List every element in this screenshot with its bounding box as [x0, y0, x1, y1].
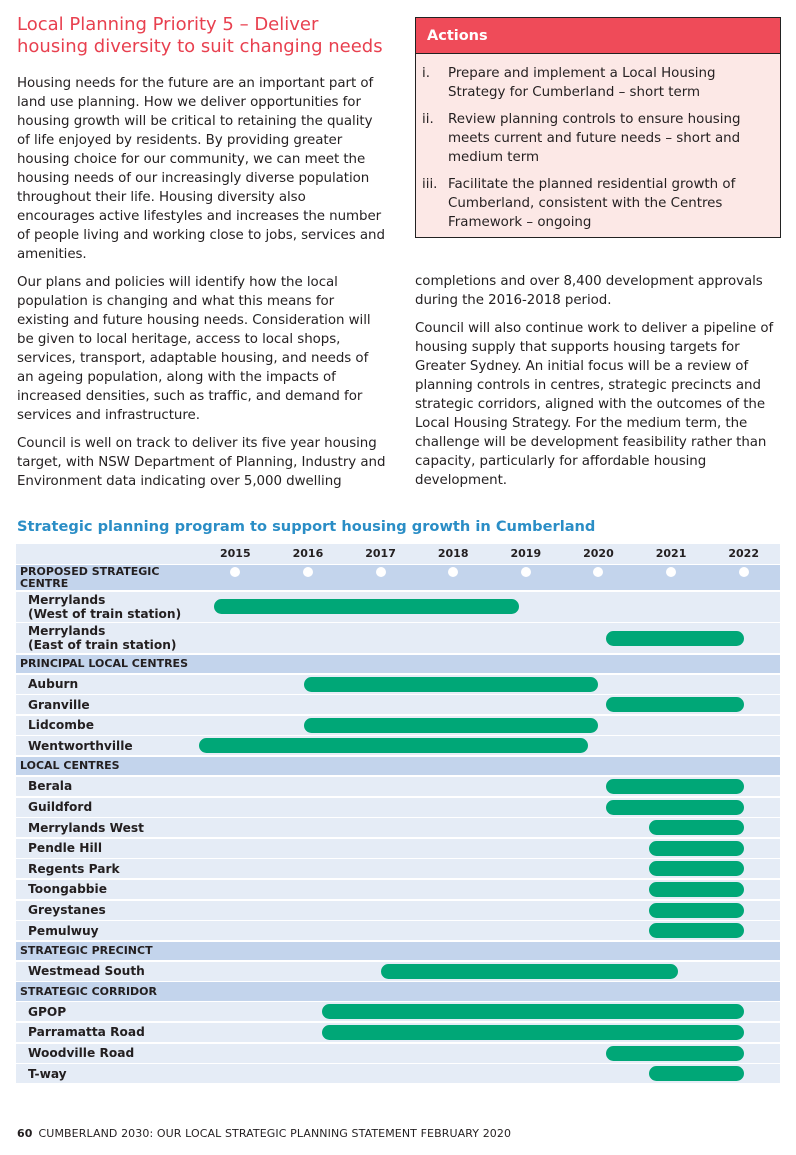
- timeline-bar: [649, 1066, 743, 1081]
- action-text: Facilitate the planned residential growth of Cumberland, consistent with the Centres Framework – ongoing: [448, 177, 736, 230]
- label-line: PRINCIPAL LOCAL CENTRES: [20, 656, 188, 670]
- body-paragraph: Council is well on track to deliver its five year housing target, with NSW Department of Planning, Industry and Environment data indicating over 5,000 dwelling: [17, 436, 386, 489]
- label-line: Regents Park: [28, 861, 120, 876]
- year-label: 2016: [292, 547, 324, 560]
- row-label: [28, 1005, 66, 1019]
- year-marker-dot: [666, 567, 676, 577]
- label-line: Merrylands West: [28, 820, 145, 835]
- year-marker-dot: [521, 567, 531, 577]
- label-line: (East of train station): [28, 638, 177, 652]
- label-line: Granville: [28, 697, 90, 712]
- body-paragraph: Housing needs for the future are an important part of land use planning. How we deliver opportunities for housing growth will be critical to retaining the quality of life enjoyed by residents. By providing greater housing choice for our community, we can meet the housing needs of our increasingly diverse population throughout their life. Housing diversity also encourages active lifestyles and increases the number of people living and working close to jobs, services and amenities.: [17, 76, 385, 262]
- timeline-bar: [304, 718, 598, 733]
- timeline-bar: [649, 923, 743, 938]
- row-label: [28, 841, 102, 855]
- label-line: Greystanes: [28, 903, 106, 918]
- year-marker-dot: [303, 567, 313, 577]
- year-label: 2020: [583, 547, 614, 560]
- category-label: [20, 986, 157, 998]
- action-item: [422, 110, 772, 167]
- label-line: Guildford: [28, 800, 93, 815]
- row-label: [28, 1025, 145, 1039]
- row-label: [28, 677, 78, 691]
- label-line: Berala: [28, 779, 73, 794]
- page-footer: [17, 1127, 511, 1141]
- priority-heading: [17, 14, 397, 58]
- row-label: [28, 924, 99, 938]
- category-label: [20, 566, 159, 590]
- row-label: [28, 1046, 134, 1060]
- year-label: 2018: [437, 547, 469, 560]
- category-label: [20, 945, 153, 957]
- timeline-bar: [606, 779, 744, 794]
- timeline-bar: [214, 599, 519, 614]
- action-number: ii.: [422, 112, 434, 127]
- timeline-bar: [322, 1004, 743, 1019]
- row-label: [28, 718, 94, 732]
- timeline-bar: [199, 738, 588, 753]
- heading-line-1: Local Planning Priority 5 – Deliver: [17, 14, 319, 35]
- label-line: Pemulwuy: [28, 923, 99, 938]
- label-line: Auburn: [28, 677, 79, 692]
- action-text: Prepare and implement a Local Housing Strategy for Cumberland – short term: [448, 66, 716, 100]
- category-row: [16, 757, 780, 776]
- category-label: [20, 658, 188, 670]
- action-text: Review planning controls to ensure housing meets current and future needs – short and medium term: [448, 112, 741, 165]
- year-marker-dot: [376, 567, 386, 577]
- timeline-bar: [649, 903, 743, 918]
- row-label: [28, 821, 144, 835]
- row-label: [28, 779, 72, 793]
- timeline-bar: [322, 1025, 743, 1040]
- right-column: [415, 272, 780, 499]
- year-label: 2021: [655, 547, 687, 560]
- label-line: STRATEGIC PRECINCT: [20, 943, 153, 957]
- label-line: Toongabbie: [28, 882, 107, 897]
- year-label: 2022: [728, 547, 759, 560]
- row-label: [28, 1067, 67, 1081]
- row-label: [28, 698, 90, 712]
- timeline-bar: [606, 1046, 744, 1061]
- left-column: [17, 74, 387, 500]
- label-line: (West of train station): [28, 606, 182, 621]
- category-label: [20, 760, 120, 772]
- label-line: T-way: [28, 1066, 67, 1081]
- timeline-bar: [381, 964, 679, 979]
- year-marker-dot: [739, 567, 749, 577]
- row-label: [28, 882, 107, 896]
- label-line: Parramatta Road: [28, 1025, 145, 1040]
- body-paragraph: Our plans and policies will identify how the local population is changing and what this means for existing and future housing needs. Consideration will be given to local heritage, access to local shops, services, transport, adaptable housing, and needs of an ageing population, along with the impacts of increased densities, such as traffic, and demand for services and infrastructure.: [17, 275, 371, 423]
- row-label: [28, 903, 106, 917]
- label-line: STRATEGIC CORRIDOR: [20, 984, 158, 998]
- timeline-bar: [606, 697, 744, 712]
- timeline-bar: [304, 677, 598, 692]
- year-label: 2015: [220, 547, 251, 560]
- label-line: Merrylands: [28, 624, 106, 638]
- year-label: 2019: [510, 547, 542, 560]
- year-label: 2017: [365, 547, 396, 560]
- body-paragraph: completions and over 8,400 development approvals during the 2016-2018 period.: [415, 274, 763, 308]
- row-label: [28, 862, 120, 876]
- actions-list: [416, 54, 780, 232]
- label-line: GPOP: [28, 1004, 67, 1019]
- label-line: Wentworthville: [28, 738, 133, 753]
- footer-text: CUMBERLAND 2030: OUR LOCAL STRATEGIC PLANNING STATEMENT FEBRUARY 2020: [38, 1127, 512, 1140]
- body-paragraph: Council will also continue work to deliver a pipeline of housing supply that supports housing targets for Greater Sydney. An initial focus will be a review of planning controls in centres, strategic precincts and strategic corridors, aligned with the outcomes of the Local Housing Strategy. For the medium term, the challenge will be development feasibility rather than capacity, particularly for affordable housing development.: [415, 321, 774, 488]
- chart-title: Strategic planning program to support housing growth in Cumberland: [17, 518, 596, 535]
- label-line: Pendle Hill: [28, 841, 103, 856]
- actions-box: [415, 17, 781, 238]
- timeline-bar: [649, 820, 743, 835]
- label-line: Lidcombe: [28, 718, 94, 733]
- action-number: i.: [422, 66, 430, 81]
- label-line: CENTRE: [20, 576, 69, 590]
- heading-line-2: housing diversity to suit changing needs: [17, 36, 383, 57]
- action-number: iii.: [422, 177, 438, 192]
- label-line: LOCAL CENTRES: [20, 759, 120, 773]
- timeline-bar: [606, 631, 744, 646]
- actions-title: Actions: [416, 18, 780, 54]
- row-label: [28, 800, 92, 814]
- page-number: 60: [17, 1127, 33, 1140]
- timeline-bar: [606, 800, 744, 815]
- timeline-bar: [649, 841, 743, 856]
- row-label: [28, 739, 133, 753]
- label-line: PROPOSED STRATEGIC: [20, 564, 160, 578]
- timeline-bar: [649, 861, 743, 876]
- label-line: Merrylands: [28, 592, 106, 607]
- row-label: [28, 593, 181, 621]
- row-label: [28, 964, 145, 978]
- label-line: Woodville Road: [28, 1046, 135, 1061]
- action-item: [422, 175, 772, 232]
- gantt-chart: [16, 544, 780, 1089]
- label-line: Westmead South: [28, 964, 145, 979]
- timeline-bar: [649, 882, 743, 897]
- row-label: [28, 624, 176, 652]
- action-item: [422, 64, 772, 102]
